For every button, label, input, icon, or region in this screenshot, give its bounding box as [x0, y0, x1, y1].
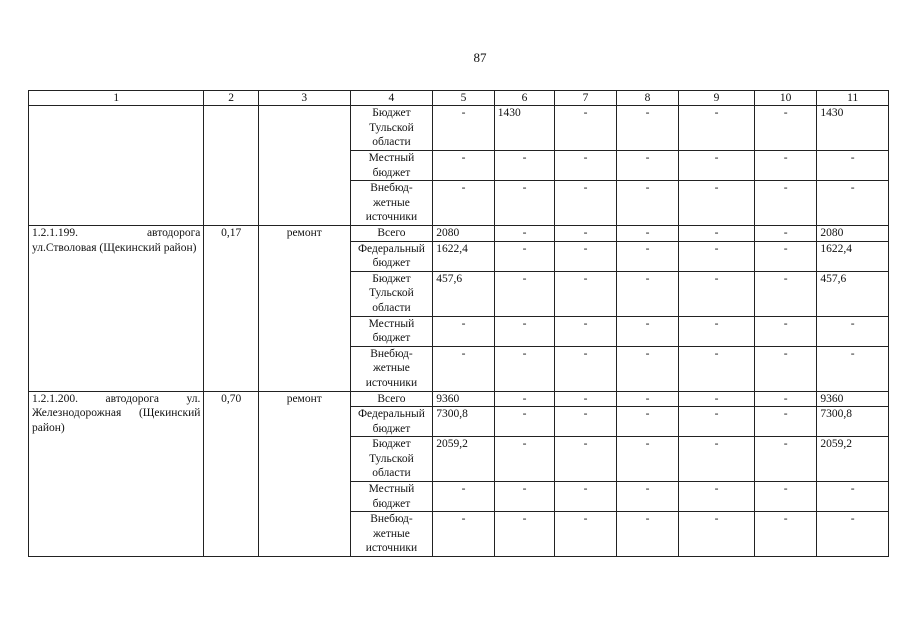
value-cell-7: - [555, 391, 617, 407]
funding-source: Бюджет Тульской области [350, 437, 433, 482]
column-header-11: 11 [817, 91, 889, 106]
column-header-8: 8 [616, 91, 679, 106]
table-row [29, 106, 889, 151]
value-cell-10: - [754, 271, 817, 316]
value-cell-6: - [494, 271, 554, 316]
value-cell-10: - [754, 226, 817, 242]
value-cell-10: - [754, 106, 817, 151]
value-cell-5: - [433, 482, 495, 512]
value-cell-10: - [754, 407, 817, 437]
value-cell-10: - [754, 437, 817, 482]
value-cell-8: - [616, 437, 679, 482]
value-cell-10: - [754, 241, 817, 271]
value-cell-6: - [494, 482, 554, 512]
value-cell-8: - [616, 271, 679, 316]
length-empty [204, 106, 258, 226]
value-cell-9: - [679, 226, 755, 242]
value-cell-5: - [433, 181, 495, 226]
value-cell-6: 1430 [494, 106, 554, 151]
value-cell-11: 9360 [817, 391, 889, 407]
value-cell-7: - [555, 181, 617, 226]
value-cell-6: - [494, 437, 554, 482]
value-cell-7: - [555, 106, 617, 151]
column-header-9: 9 [679, 91, 755, 106]
value-cell-10: - [754, 346, 817, 391]
value-cell-8: - [616, 151, 679, 181]
column-header-4: 4 [350, 91, 433, 106]
table-row [29, 226, 889, 242]
value-cell-6: - [494, 346, 554, 391]
value-cell-11: - [817, 316, 889, 346]
value-cell-8: - [616, 181, 679, 226]
value-cell-7: - [555, 316, 617, 346]
value-cell-8: - [616, 316, 679, 346]
value-cell-11: 7300,8 [817, 407, 889, 437]
value-cell-8: - [616, 391, 679, 407]
value-cell-6: - [494, 181, 554, 226]
table-row [29, 391, 889, 407]
value-cell-11: - [817, 151, 889, 181]
value-cell-7: - [555, 346, 617, 391]
column-header-2: 2 [204, 91, 258, 106]
road-length: 0,70 [204, 391, 258, 557]
value-cell-9: - [679, 482, 755, 512]
value-cell-9: - [679, 151, 755, 181]
column-header-7: 7 [555, 91, 617, 106]
value-cell-9: - [679, 106, 755, 151]
road-length: 0,17 [204, 226, 258, 392]
value-cell-8: - [616, 482, 679, 512]
value-cell-10: - [754, 151, 817, 181]
funding-source: Внебюд-жетные источники [350, 346, 433, 391]
value-cell-7: - [555, 241, 617, 271]
work-type-empty [258, 106, 350, 226]
value-cell-9: - [679, 407, 755, 437]
value-cell-9: - [679, 346, 755, 391]
funding-source: Местный бюджет [350, 151, 433, 181]
value-cell-10: - [754, 181, 817, 226]
funding-source: Местный бюджет [350, 482, 433, 512]
value-cell-6: - [494, 226, 554, 242]
value-cell-5: 1622,4 [433, 241, 495, 271]
value-cell-6: - [494, 151, 554, 181]
value-cell-8: - [616, 346, 679, 391]
value-cell-6: - [494, 391, 554, 407]
funding-source: Всего [350, 391, 433, 407]
value-cell-5: 7300,8 [433, 407, 495, 437]
funding-source: Бюджет Тульской области [350, 106, 433, 151]
table-header [29, 91, 889, 106]
value-cell-11: 1430 [817, 106, 889, 151]
value-cell-8: - [616, 512, 679, 557]
column-header-3: 3 [258, 91, 350, 106]
column-header-5: 5 [433, 91, 495, 106]
funding-source: Всего [350, 226, 433, 242]
value-cell-9: - [679, 512, 755, 557]
value-cell-11: 2080 [817, 226, 889, 242]
value-cell-7: - [555, 512, 617, 557]
value-cell-5: - [433, 106, 495, 151]
value-cell-7: - [555, 271, 617, 316]
value-cell-9: - [679, 271, 755, 316]
page-number: 87 [473, 50, 487, 65]
value-cell-11: 457,6 [817, 271, 889, 316]
object-name: 1.2.1.199. автодорога ул.Стволовая (Щекинский район) [29, 226, 204, 392]
funding-source: Местный бюджет [350, 316, 433, 346]
value-cell-11: - [817, 181, 889, 226]
value-cell-8: - [616, 106, 679, 151]
funding-source: Внебюд-жетные источники [350, 512, 433, 557]
value-cell-11: - [817, 482, 889, 512]
work-type: ремонт [258, 226, 350, 392]
value-cell-5: - [433, 346, 495, 391]
value-cell-11: 1622,4 [817, 241, 889, 271]
value-cell-10: - [754, 391, 817, 407]
value-cell-5: 9360 [433, 391, 495, 407]
value-cell-8: - [616, 407, 679, 437]
value-cell-5: 2059,2 [433, 437, 495, 482]
work-type: ремонт [258, 391, 350, 557]
funding-source: Федеральный бюджет [350, 241, 433, 271]
value-cell-9: - [679, 437, 755, 482]
value-cell-10: - [754, 482, 817, 512]
value-cell-7: - [555, 407, 617, 437]
value-cell-6: - [494, 316, 554, 346]
value-cell-11: 2059,2 [817, 437, 889, 482]
value-cell-9: - [679, 391, 755, 407]
value-cell-6: - [494, 512, 554, 557]
object-name-empty [29, 106, 204, 226]
program-table [28, 90, 889, 557]
funding-source: Внебюд-жетные источники [350, 181, 433, 226]
value-cell-11: - [817, 346, 889, 391]
funding-source: Федеральный бюджет [350, 407, 433, 437]
value-cell-10: - [754, 316, 817, 346]
value-cell-11: - [817, 512, 889, 557]
value-cell-5: - [433, 316, 495, 346]
funding-source: Бюджет Тульской области [350, 271, 433, 316]
value-cell-5: 457,6 [433, 271, 495, 316]
value-cell-9: - [679, 316, 755, 346]
value-cell-8: - [616, 241, 679, 271]
value-cell-8: - [616, 226, 679, 242]
value-cell-7: - [555, 226, 617, 242]
value-cell-5: - [433, 512, 495, 557]
object-name: 1.2.1.200. автодорога ул. Железнодорожная (Щекинский район) [29, 391, 204, 557]
value-cell-5: - [433, 151, 495, 181]
value-cell-9: - [679, 181, 755, 226]
value-cell-10: - [754, 512, 817, 557]
value-cell-7: - [555, 437, 617, 482]
value-cell-7: - [555, 151, 617, 181]
table-body [29, 106, 889, 557]
value-cell-7: - [555, 482, 617, 512]
column-header-6: 6 [494, 91, 554, 106]
value-cell-6: - [494, 407, 554, 437]
value-cell-5: 2080 [433, 226, 495, 242]
column-header-1: 1 [29, 91, 204, 106]
column-header-10: 10 [754, 91, 817, 106]
value-cell-9: - [679, 241, 755, 271]
value-cell-6: - [494, 241, 554, 271]
